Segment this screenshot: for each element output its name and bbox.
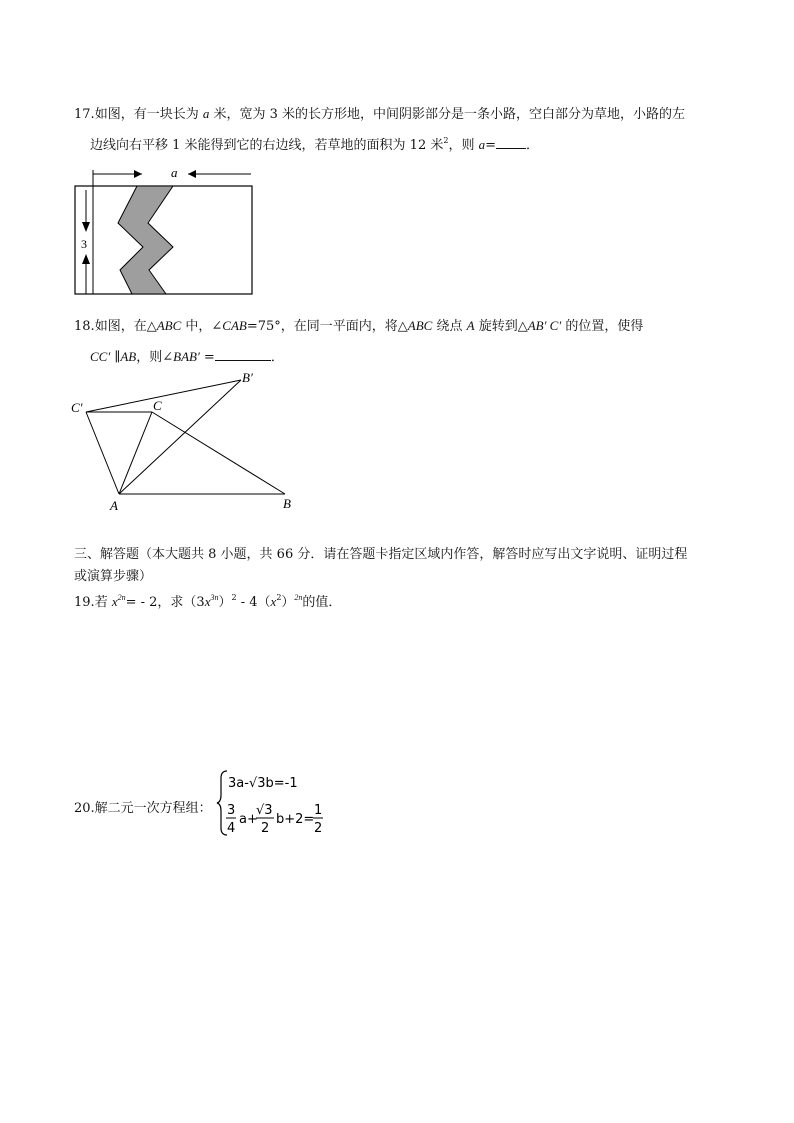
frac3-denominator: 2 (314, 821, 323, 836)
label-A: A (110, 498, 118, 513)
arrowhead-right-icon (134, 170, 142, 178)
q17-line2: 边线向右平移 1 米能得到它的右边线，若草地的面积为 12 米$^2$，则 a= ． (90, 136, 539, 153)
label-3: 3 (81, 237, 87, 251)
q17-number: 17. (74, 107, 95, 122)
q18-line2: CC′ ∥AB，则∠BAB′ = ． (90, 349, 284, 365)
section3-heading-line1: 三、解答题（本大题共 8 小题，共 66 分．请在答题卡指定区域内作答，解答时应写出文字说明、证明过程 (74, 547, 688, 562)
frac1-numerator: 3 (227, 803, 236, 818)
arrowhead-up-icon (82, 254, 90, 264)
q20-equation-system (216, 768, 346, 838)
segment-CB (152, 412, 285, 494)
equation-1: 3a-√3b=-1 (228, 776, 298, 791)
section3-heading-line2: 或演算步骤） (74, 569, 153, 584)
label-a: a (171, 165, 178, 180)
q18-answer-blank (215, 348, 271, 361)
q18-line1: 18.如图，在△ABC 中，∠CAB=75°，在同一平面内，将△ABC 绕点 A 旋转到△AB′ C′ 的位置，使得 (74, 318, 644, 334)
frac2-denominator: 2 (261, 821, 270, 836)
left-brace-icon (217, 771, 227, 835)
segment-CprimeBprime (86, 380, 241, 412)
q20-prefix: 20.解二元一次方程组： (74, 801, 212, 816)
segment-CA (119, 412, 152, 494)
label-B-prime: B′ (242, 370, 253, 385)
arrowhead-left-icon (188, 170, 196, 178)
arrowhead-down-icon (82, 222, 90, 232)
road-shaded-path (118, 186, 173, 294)
label-C: C (153, 398, 162, 413)
frac2-numerator: √3 (256, 803, 273, 818)
q18-triangle-figure (65, 370, 305, 515)
label-B: B (283, 496, 291, 511)
q17-answer-blank (496, 136, 526, 149)
segment-ABprime (119, 380, 241, 494)
q19-number: 19. (74, 595, 95, 610)
segment-CprimeA (86, 412, 119, 494)
q18-number: 18. (74, 319, 95, 334)
eq2-part-a: a+ (239, 812, 258, 827)
eq2-part-b: b+2= (276, 812, 315, 827)
q19-line: 19.若 $x^{2n}= - 2$，求$(3x^{3n})^2 - 4(x^2)^{2n}$的值． (74, 593, 342, 610)
q17-line1: 17.如图，有一块长为 a 米，宽为 3 米的长方形地，中间阴影部分是一条小路，空白部分为草地，小路的左 (74, 106, 685, 122)
q17-rectangle-figure (70, 160, 260, 300)
label-C-prime: C′ (71, 400, 83, 415)
frac3-numerator: 1 (314, 803, 323, 818)
frac1-denominator: 4 (227, 821, 236, 836)
